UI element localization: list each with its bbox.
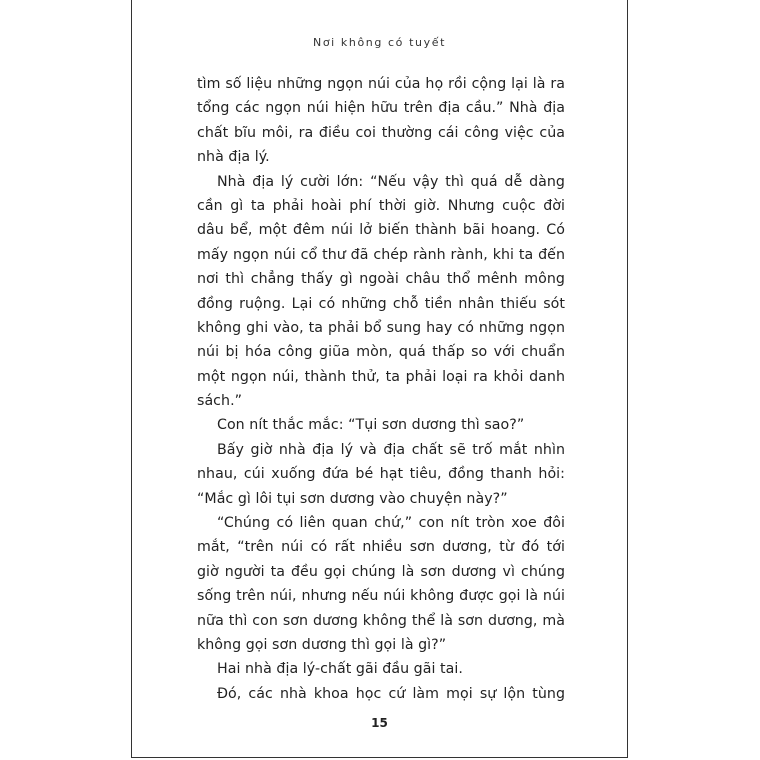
text-line: sống trên núi, nhưng nếu núi không được gọi là núi [197,588,565,605]
text-line: nơi thì chẳng thấy gì ngoài châu thổ mênh mông [197,271,565,288]
text-line: nữa thì con sơn dương không thể là sơn dương, mà [197,612,565,629]
text-line: Đó, các nhà khoa học cứ làm mọi sự lộn tùng [217,685,565,702]
body-text [197,72,565,706]
text-line: Hai nhà địa lý-chất gãi đầu gãi tai. [217,661,463,678]
text-line: mắt, “trên núi có rất nhiều sơn dương, từ đó tới [197,539,565,556]
text-line: không gọi sơn dương thì gọi là gì?” [197,636,447,653]
text-line: Nhà địa lý cười lớn: “Nếu vậy thì quá dễ dàng [217,173,565,190]
text-line: “Mắc gì lôi tụi sơn dương vào chuyện này?” [197,490,508,507]
text-line: “Chúng có liên quan chứ,” con nít tròn xoe đôi [217,515,565,532]
book-page [131,0,628,758]
text-line: giờ người ta đều gọi chúng là sơn dương vì chúng [197,563,565,580]
text-line: đồng ruộng. Lại có những chỗ tiền nhân thiếu sót [197,295,565,312]
text-line: một ngọn núi, thành thử, ta phải loại ra khỏi danh [197,368,565,385]
text-line: tổng các ngọn núi hiện hữu trên địa cầu.” Nhà địa [197,100,565,117]
text-line: tìm số liệu những ngọn núi của họ rồi cộng lại là ra [197,76,565,92]
text-line: Con nít thắc mắc: “Tụi sơn dương thì sao?” [217,417,525,434]
text-line: nhà địa lý. [197,149,270,166]
text-line: sách.” [197,393,243,410]
text-line: không ghi vào, ta phải bổ sung hay có những ngọn [197,319,565,336]
text-line: chất bĩu môi, ra điều coi thường cái công việc của [197,124,565,141]
page-number: 15 [371,716,388,730]
text-line: nhau, cúi xuống đứa bé hạt tiêu, đồng thanh hỏi: [197,466,565,483]
text-line: cần gì ta phải hoài phí thời giờ. Nhưng cuộc đời [197,197,565,214]
text-line: Bấy giờ nhà địa lý và địa chất sẽ trố mắt nhìn [217,441,565,458]
text-line: mấy ngọn núi cổ thư đã chép rành rành, khi ta đến [197,246,565,263]
running-header: Nơi không có tuyết [313,36,446,49]
text-line: dâu bể, một đêm núi lở biến thành bãi hoang. Có [197,222,565,239]
text-line: núi bị hóa công giũa mòn, quá thấp so với chuẩn [197,344,565,361]
